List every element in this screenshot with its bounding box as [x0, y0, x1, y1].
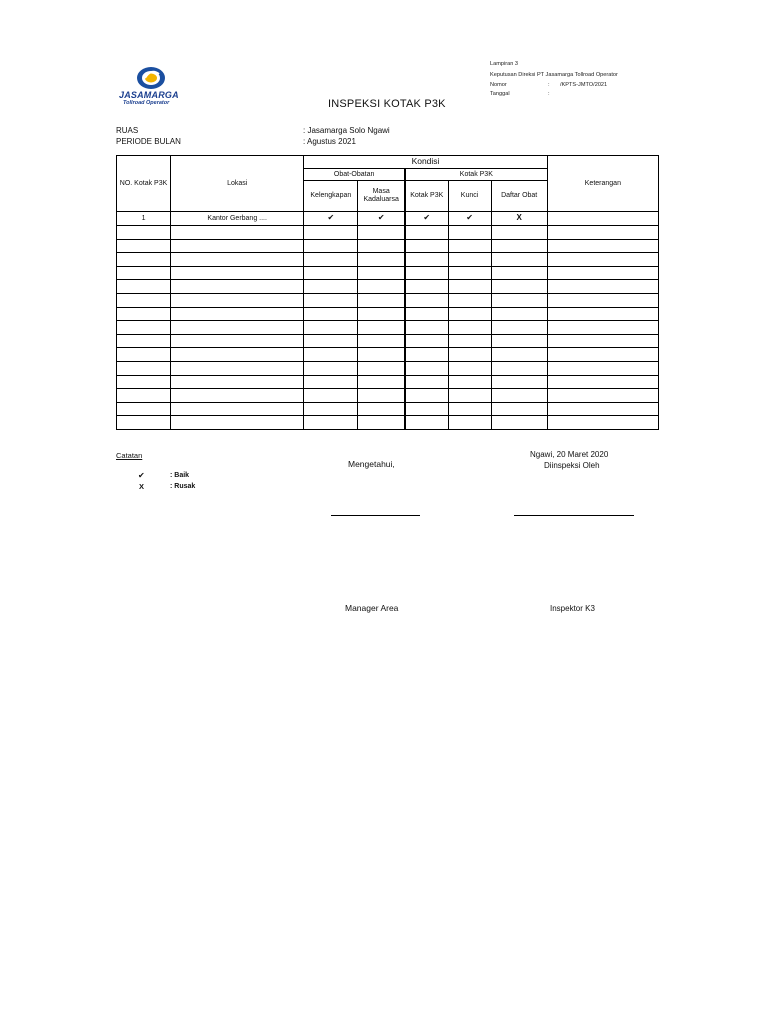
header-obat: Obat-Obatan [304, 169, 405, 181]
table-cell [358, 239, 405, 253]
table-cell [358, 253, 405, 267]
inspector-title: Inspektor K3 [550, 604, 595, 613]
cell-kelengkapan: ✔ [304, 212, 358, 226]
table-row [117, 389, 659, 403]
table-cell [171, 402, 304, 416]
table-cell [171, 280, 304, 294]
table-cell [117, 416, 171, 430]
table-row [117, 334, 659, 348]
table-cell [117, 239, 171, 253]
table-cell [491, 402, 547, 416]
header-kelengkapan: Kelengkapan [304, 181, 358, 212]
table-row [117, 280, 659, 294]
table-cell [405, 253, 448, 267]
table-cell [491, 307, 547, 321]
table-cell [171, 253, 304, 267]
table-cell [358, 375, 405, 389]
header-keterangan: Keterangan [547, 156, 658, 212]
table-cell [117, 389, 171, 403]
manager-title: Manager Area [345, 603, 399, 613]
table-cell [491, 416, 547, 430]
table-cell [405, 266, 448, 280]
table-cell [491, 334, 547, 348]
company-logo [112, 66, 192, 110]
table-cell [448, 266, 491, 280]
table-cell [304, 348, 358, 362]
table-cell [304, 253, 358, 267]
attachment-title: Lampiran 3 [490, 61, 518, 67]
table-cell [171, 416, 304, 430]
table-cell [405, 293, 448, 307]
legend-bad-symbol: X [139, 482, 145, 491]
table-cell [117, 402, 171, 416]
table-cell [448, 307, 491, 321]
table-cell [491, 280, 547, 294]
table-cell [358, 293, 405, 307]
inspection-table [116, 155, 659, 430]
table-cell [448, 239, 491, 253]
table-cell [304, 307, 358, 321]
attachment-date [490, 91, 550, 97]
table-cell [448, 389, 491, 403]
table-row [117, 348, 659, 362]
attachment-decree: Keputusan Direksi PT Jasamarga Tollroad Operator [490, 72, 618, 78]
table-cell [405, 334, 448, 348]
date-colon: : [548, 91, 550, 97]
table-cell [117, 266, 171, 280]
cell-no: 1 [117, 212, 171, 226]
table-cell [405, 375, 448, 389]
table-cell [171, 293, 304, 307]
header-lokasi: Lokasi [171, 156, 304, 212]
table-cell [358, 280, 405, 294]
header-kondisi: Kondisi [304, 156, 547, 169]
table-cell [491, 239, 547, 253]
table-cell [358, 389, 405, 403]
page-title: INSPEKSI KOTAK P3K [328, 98, 446, 110]
table-cell [117, 226, 171, 240]
table-cell [171, 321, 304, 335]
table-cell [448, 226, 491, 240]
periode-value: : Agustus 2021 [303, 137, 356, 146]
table-cell [491, 375, 547, 389]
table-cell [117, 375, 171, 389]
table-row [117, 226, 659, 240]
table-cell [448, 402, 491, 416]
table-cell [405, 239, 448, 253]
number-value: /KPTS-JMTO/2021 [560, 82, 608, 88]
number-colon: : [548, 82, 550, 88]
table-cell [171, 266, 304, 280]
table-cell [304, 239, 358, 253]
table-cell [405, 321, 448, 335]
table-cell [448, 361, 491, 375]
header-kotak-p3k: Kotak P3K [405, 181, 448, 212]
table-row [117, 307, 659, 321]
cell-keterangan [547, 212, 658, 226]
table-row [117, 293, 659, 307]
table-cell [405, 307, 448, 321]
cell-lokasi: Kantor Gerbang .... [171, 212, 304, 226]
table-cell [304, 389, 358, 403]
table-cell [304, 375, 358, 389]
table-cell [448, 253, 491, 267]
table-cell [117, 307, 171, 321]
table-cell [491, 321, 547, 335]
table-cell [547, 375, 658, 389]
table-cell [405, 226, 448, 240]
acknowledged-label: Mengetahui, [348, 459, 395, 469]
legend-good-symbol: ✔ [138, 471, 145, 480]
table-row [117, 416, 659, 430]
table-cell [171, 334, 304, 348]
header-kunci: Kunci [448, 181, 491, 212]
header-no: NO. Kotak P3K [117, 156, 171, 212]
table-cell [491, 253, 547, 267]
table-cell [117, 253, 171, 267]
table-cell [547, 321, 658, 335]
table-cell [491, 266, 547, 280]
ruas-label: RUAS [116, 126, 139, 135]
table-cell [448, 321, 491, 335]
legend-bad-text: : Rusak [170, 483, 196, 490]
table-cell [491, 361, 547, 375]
header-daftar: Daftar Obat [491, 181, 547, 212]
table-cell [405, 280, 448, 294]
table-cell [547, 348, 658, 362]
table-cell [358, 402, 405, 416]
header-masa: Masa Kadaluarsa [358, 181, 405, 212]
cell-kotak-p3k: ✔ [405, 212, 448, 226]
cell-masa: ✔ [358, 212, 405, 226]
table-cell [547, 389, 658, 403]
cell-daftar: X [491, 212, 547, 226]
table-cell [304, 280, 358, 294]
table-cell [117, 361, 171, 375]
table-cell [117, 334, 171, 348]
table-cell [304, 334, 358, 348]
table-cell [171, 348, 304, 362]
table-cell [358, 416, 405, 430]
table-cell [117, 321, 171, 335]
date-label: Tanggal [490, 91, 510, 97]
table-cell [171, 239, 304, 253]
table-cell [491, 226, 547, 240]
table-cell [304, 293, 358, 307]
table-cell [304, 266, 358, 280]
table-cell [405, 348, 448, 362]
table-cell [448, 280, 491, 294]
table-cell [117, 293, 171, 307]
table-row [117, 321, 659, 335]
table-cell [304, 321, 358, 335]
table-cell [547, 253, 658, 267]
attachment-number [490, 82, 608, 88]
table-cell [117, 280, 171, 294]
table-cell [358, 334, 405, 348]
table-cell [304, 226, 358, 240]
manager-signature-line [331, 515, 420, 516]
table-cell [171, 389, 304, 403]
table-row [117, 212, 659, 226]
table-cell [547, 307, 658, 321]
place-date: Ngawi, 20 Maret 2020 [530, 450, 609, 459]
table-row [117, 253, 659, 267]
table-cell [358, 226, 405, 240]
table-row [117, 402, 659, 416]
table-row [117, 266, 659, 280]
table-cell [358, 321, 405, 335]
table-cell [405, 416, 448, 430]
table-cell [448, 375, 491, 389]
legend-good-text: : Baik [170, 472, 190, 479]
table-cell [547, 280, 658, 294]
inspected-by: Diinspeksi Oleh [544, 461, 600, 470]
table-cell [547, 239, 658, 253]
table-cell [117, 348, 171, 362]
table-cell [405, 389, 448, 403]
table-cell [491, 348, 547, 362]
table-cell [304, 416, 358, 430]
table-cell [358, 361, 405, 375]
table-cell [491, 293, 547, 307]
table-cell [547, 416, 658, 430]
logo-subtitle: Tollroad Operator [123, 100, 170, 106]
table-cell [358, 266, 405, 280]
table-cell [304, 361, 358, 375]
table-cell [171, 361, 304, 375]
table-cell [547, 334, 658, 348]
table-cell [547, 226, 658, 240]
table-cell [547, 402, 658, 416]
table-cell [547, 266, 658, 280]
table-cell [448, 416, 491, 430]
table-cell [491, 389, 547, 403]
header-kotak: Kotak P3K [405, 169, 547, 181]
notes-label: Catatan [116, 451, 143, 460]
table-body [117, 212, 659, 430]
periode-label: PERIODE BULAN [116, 137, 181, 146]
table-cell [405, 402, 448, 416]
table-cell [171, 226, 304, 240]
table-cell [171, 307, 304, 321]
table-cell [448, 348, 491, 362]
table-cell [358, 307, 405, 321]
table-cell [171, 375, 304, 389]
logo-name: JASAMARGA [119, 90, 179, 100]
table-cell [304, 402, 358, 416]
table-row [117, 239, 659, 253]
table-row [117, 375, 659, 389]
jasamarga-logo-icon [136, 66, 166, 90]
number-label: Nomor [490, 82, 507, 88]
table-cell [405, 361, 448, 375]
table-cell [448, 293, 491, 307]
table-cell [358, 348, 405, 362]
table-cell [448, 334, 491, 348]
table-cell [547, 361, 658, 375]
ruas-value: : Jasamarga Solo Ngawi [303, 126, 390, 135]
table-row [117, 361, 659, 375]
inspector-signature-line [514, 515, 634, 516]
cell-kunci: ✔ [448, 212, 491, 226]
table-cell [547, 293, 658, 307]
